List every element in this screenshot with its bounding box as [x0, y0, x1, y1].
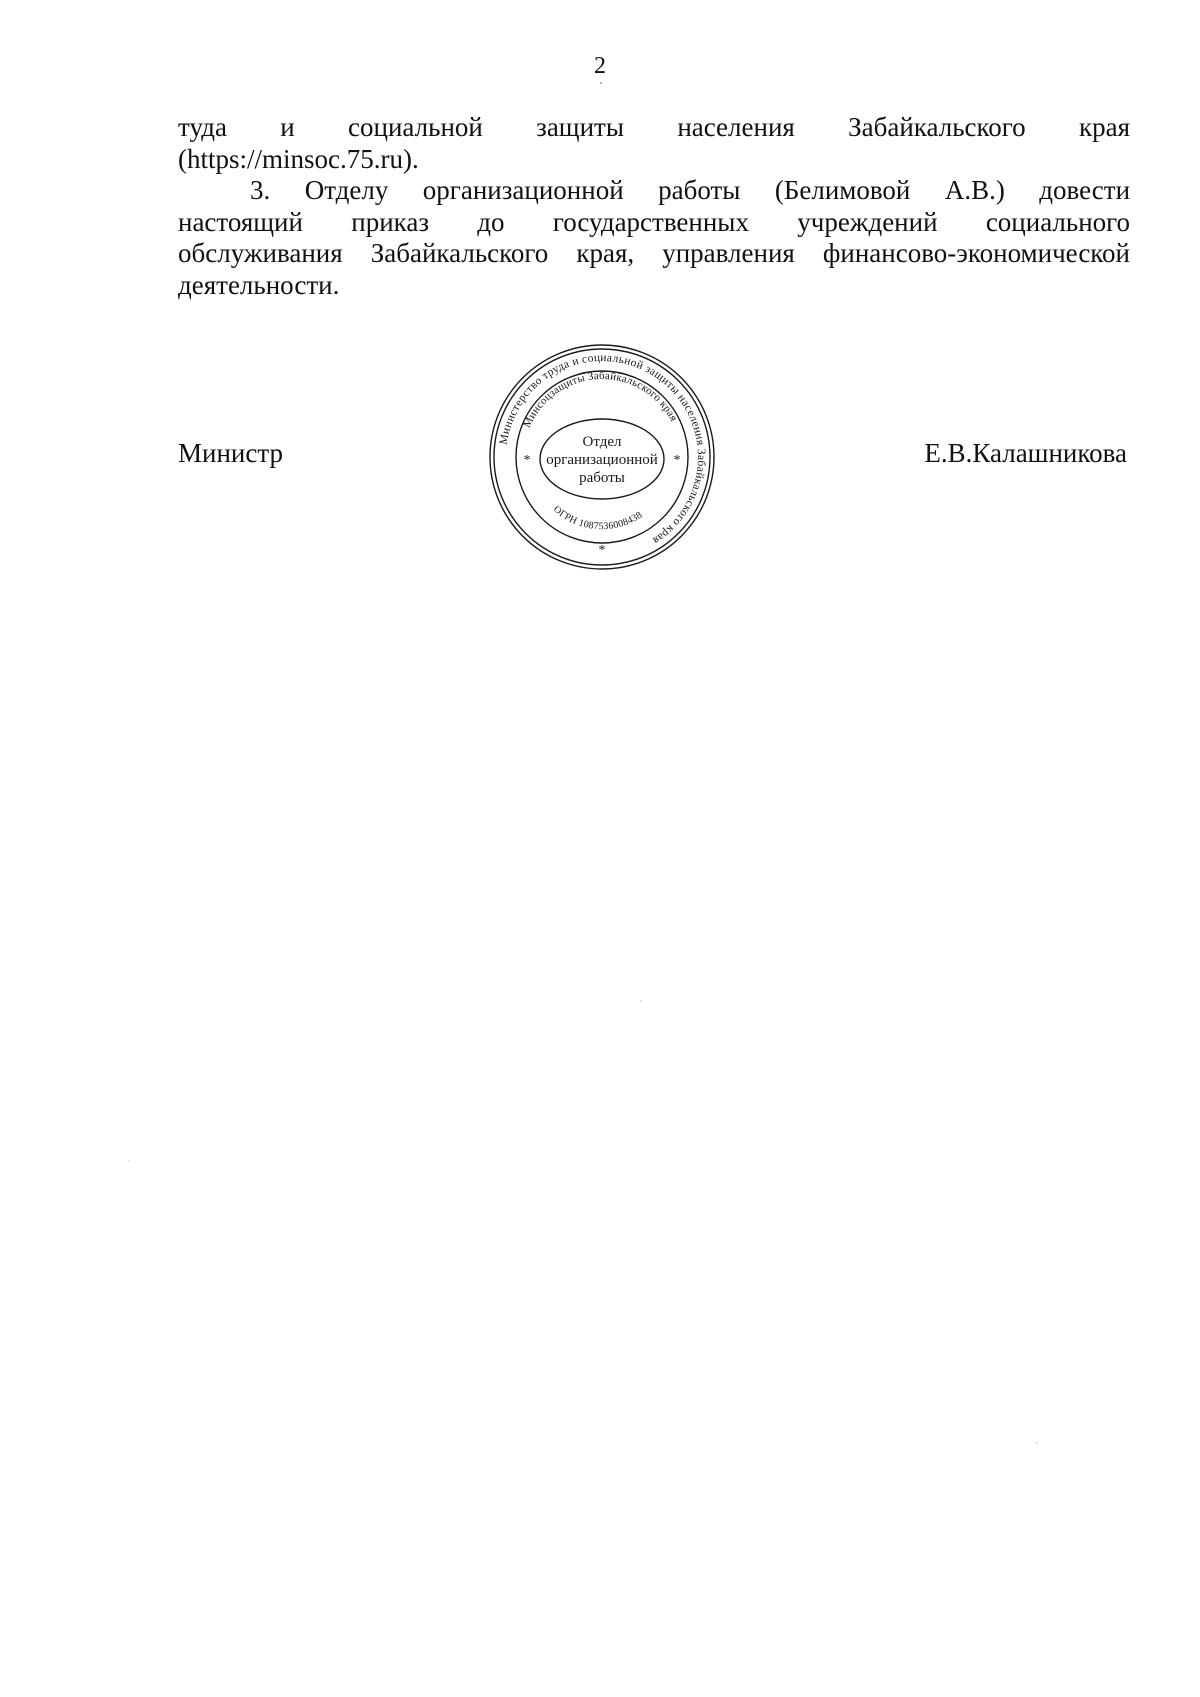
word: довести — [1039, 175, 1131, 205]
word: государственных — [552, 206, 749, 237]
seal-outer-text: Министерство труда и социальной защиты населения Забайкальского края — [497, 351, 708, 547]
word: приказ — [351, 206, 430, 237]
word: населения — [677, 112, 795, 142]
word: края — [1078, 112, 1131, 142]
paragraph-1-line-1 — [178, 112, 1130, 144]
seal-center-line-2: организационной — [546, 452, 658, 468]
paragraph-2-line-1 — [178, 175, 1130, 207]
word: до — [477, 206, 505, 237]
word: туда — [178, 112, 227, 142]
word: настоящий — [178, 206, 303, 237]
signature-name: Е.В.Калашникова — [924, 438, 1127, 468]
word: организационной — [422, 175, 624, 205]
scan-speck — [128, 1160, 130, 1162]
word: социальной — [348, 112, 483, 142]
seal-star-left: * — [523, 453, 531, 468]
svg-text:ОГРН 1087536008438 — [551, 504, 644, 532]
word: Отделу — [304, 175, 389, 205]
paragraph-1-line-2: (https://minsoc.75.ru). — [178, 143, 419, 174]
seal-star-right: * — [673, 453, 681, 468]
paragraph-2-line-2 — [178, 207, 1130, 239]
word: защиты — [536, 112, 624, 142]
word: А.В.) — [944, 175, 1005, 205]
word: социального — [985, 206, 1131, 237]
official-seal — [487, 342, 717, 572]
paragraph-2-line-3: обслуживания Забайкальского края, управления финансово-экономической — [178, 238, 1130, 268]
seal-center-line-3: работы — [579, 470, 625, 486]
seal-center-line-1: Отдел — [582, 434, 622, 450]
scan-speck — [640, 1000, 642, 1002]
seal-inner-text: Минсоцзащиты Забайкальского края — [521, 369, 680, 430]
word: работы — [658, 175, 741, 205]
word: и — [280, 112, 295, 142]
seal-star-bottom: * — [598, 543, 606, 558]
document-body — [178, 112, 1130, 301]
scan-speck — [600, 82, 602, 84]
scan-speck — [1036, 1442, 1038, 1444]
word: Забайкальского — [848, 112, 1026, 142]
seal-ogrn-text: ОГРН 1087536008438 — [551, 503, 645, 533]
signature-title: Министр — [178, 438, 283, 468]
word: (Белимовой — [774, 175, 911, 205]
word: 3. — [250, 175, 271, 205]
paragraph-2-line-4: деятельности. — [178, 269, 340, 300]
word: учреждений — [797, 206, 938, 237]
page-number: 2 — [594, 53, 606, 79]
